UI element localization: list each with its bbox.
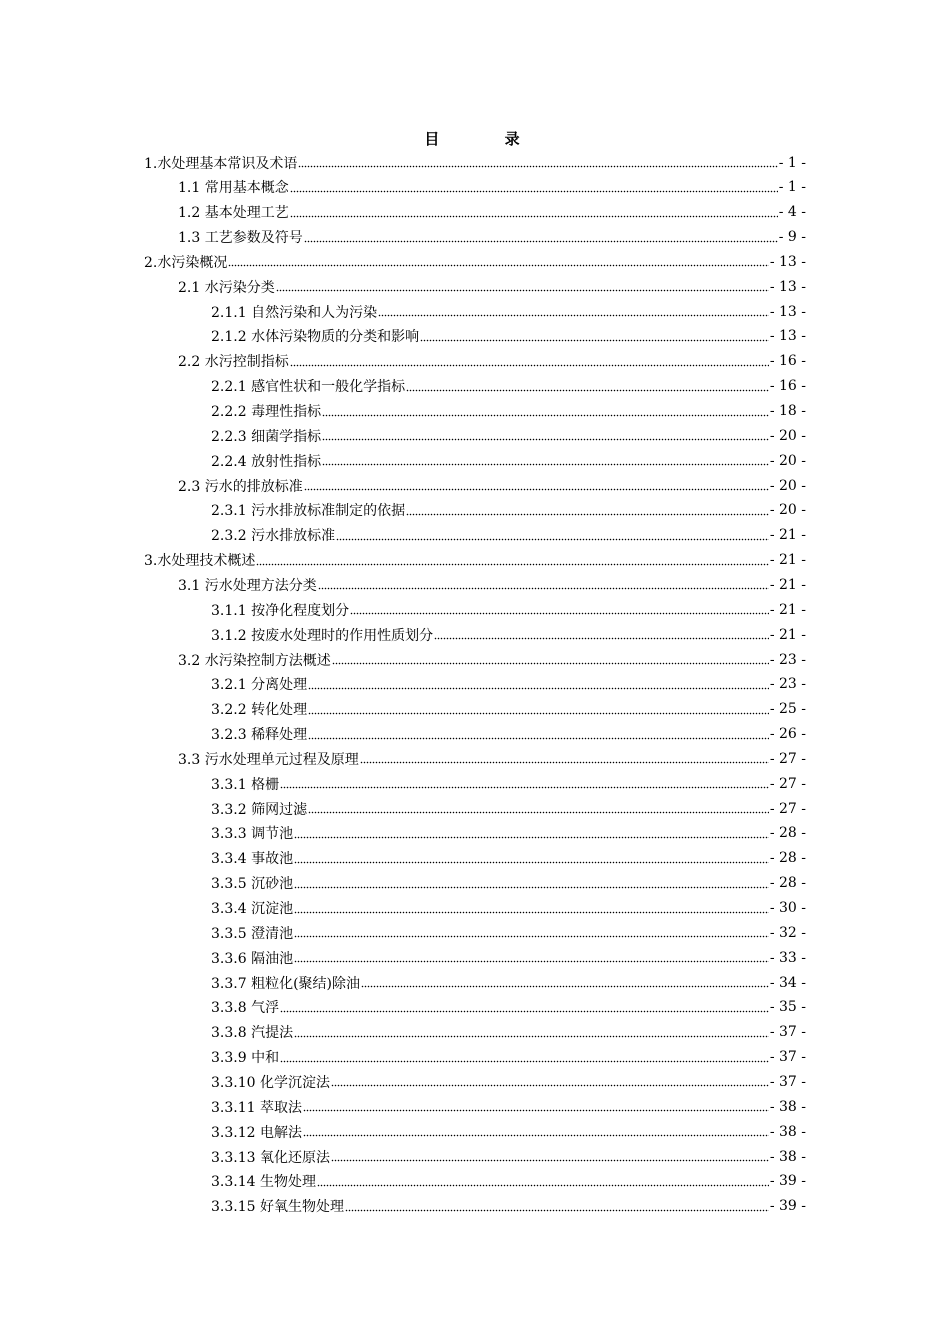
toc-entry-page-number: - 35 - xyxy=(769,999,806,1016)
dot-leader xyxy=(308,730,769,740)
toc-entry-page-number: - 39 - xyxy=(769,1173,806,1190)
toc-entry-label: 3.3.13 氧化还原法 xyxy=(211,1149,330,1166)
dot-leader xyxy=(280,1003,769,1013)
dot-leader xyxy=(304,233,778,243)
toc-entry-label: 2.1.1 自然污染和人为污染 xyxy=(211,304,378,321)
dot-leader xyxy=(420,332,769,342)
toc-entry[interactable] xyxy=(178,572,806,597)
toc-entry-page-number: - 20 - xyxy=(769,502,806,519)
toc-entry[interactable] xyxy=(178,274,806,299)
toc-entry-page-number: - 21 - xyxy=(769,576,806,593)
toc-entry-page-number: - 32 - xyxy=(769,924,806,941)
toc-entry-label: 1.3 工艺参数及符号 xyxy=(178,230,303,247)
dot-leader xyxy=(350,605,769,615)
dot-leader xyxy=(322,431,769,441)
toc-entry-label: 3.3.6 隔油池 xyxy=(211,950,294,967)
dot-leader xyxy=(322,407,769,417)
toc-entry-page-number: - 21 - xyxy=(769,601,806,618)
toc-entry[interactable] xyxy=(211,697,806,722)
toc-entry[interactable] xyxy=(211,771,806,796)
toc-entry-label: 3.2 水污染控制方法概述 xyxy=(178,652,331,669)
dot-leader xyxy=(361,978,769,988)
toc-entry[interactable] xyxy=(178,175,806,200)
toc-entry-page-number: - 23 - xyxy=(769,676,806,693)
toc-entry[interactable] xyxy=(211,399,806,424)
toc-entry-page-number: - 13 - xyxy=(769,328,806,345)
dot-leader xyxy=(290,183,778,193)
toc-entry-page-number: - 37 - xyxy=(769,1073,806,1090)
toc-entry-page-number: - 33 - xyxy=(769,949,806,966)
toc-entry[interactable] xyxy=(211,622,806,647)
dot-leader xyxy=(331,1152,769,1162)
toc-entry-page-number: - 9 - xyxy=(778,229,806,246)
toc-entry-label: 2.3 污水的排放标准 xyxy=(178,478,303,495)
toc-entry-page-number: - 16 - xyxy=(769,353,806,370)
toc-entry-label: 3.1 污水处理方法分类 xyxy=(178,577,317,594)
toc-entry[interactable] xyxy=(178,746,806,771)
dot-leader xyxy=(336,531,769,541)
toc-entry-label: 3.1.1 按净化程度划分 xyxy=(211,602,350,619)
toc-entry-page-number: - 1 - xyxy=(778,179,806,196)
toc-entry-label: 3.3.4 沉淀池 xyxy=(211,901,294,917)
toc-entry[interactable] xyxy=(211,1194,806,1219)
toc-entry-page-number: - 37 - xyxy=(769,1024,806,1041)
toc-entry-label: 3.3.10 化学沉淀法 xyxy=(211,1074,330,1091)
toc-entry-page-number: - 38 - xyxy=(769,1098,806,1115)
dot-leader xyxy=(294,928,769,938)
toc-entry-label: 2.1.2 水体污染物质的分类和影响 xyxy=(211,329,420,346)
toc-entry-label: 3.3.8 汽提法 xyxy=(211,1025,294,1042)
toc-entry-label: 3.3.7 粗粒化(聚结)除油 xyxy=(211,975,360,992)
toc-entry-page-number: - 21 - xyxy=(769,552,806,569)
toc-entry-page-number: - 27 - xyxy=(769,750,806,767)
dot-leader xyxy=(280,1053,769,1063)
dot-leader xyxy=(294,953,769,963)
dot-leader xyxy=(378,307,769,317)
toc-entry-label: 3.水处理技术概述 xyxy=(144,553,256,570)
toc-entry[interactable] xyxy=(211,498,806,523)
toc-entry[interactable] xyxy=(211,374,806,399)
toc-entry-label: 3.3 污水处理单元过程及原理 xyxy=(178,751,359,768)
dot-leader xyxy=(304,481,769,491)
toc-entry-label: 2.2.4 放射性指标 xyxy=(211,453,322,470)
toc-entry-label: 3.3.2 筛网过滤 xyxy=(211,801,308,818)
toc-entry-label: 3.3.14 生物处理 xyxy=(211,1174,316,1191)
dot-leader xyxy=(303,1102,769,1112)
dot-leader xyxy=(317,1177,769,1187)
toc-entry-label: 3.2.1 分离处理 xyxy=(211,677,308,694)
toc-entry-page-number: - 25 - xyxy=(769,701,806,718)
toc-entry-page-number: - 28 - xyxy=(769,850,806,867)
toc-entry-page-number: - 28 - xyxy=(769,875,806,892)
toc-entry-label: 2.3.1 污水排放标准制定的依据 xyxy=(211,503,406,520)
toc-entry[interactable] xyxy=(211,871,806,896)
dot-leader xyxy=(308,705,769,715)
toc-entry[interactable] xyxy=(211,945,806,970)
dot-leader xyxy=(280,779,769,789)
toc-entry[interactable] xyxy=(211,1119,806,1144)
toc-entry-page-number: - 34 - xyxy=(769,974,806,991)
toc-entry-label: 2.2.1 感官性状和一般化学指标 xyxy=(211,379,406,396)
toc-entry-label: 2.2.3 细菌学指标 xyxy=(211,428,322,445)
toc-entry[interactable] xyxy=(211,324,806,349)
toc-entry[interactable] xyxy=(178,200,806,225)
dot-leader xyxy=(406,506,769,516)
toc-entry-label: 1.水处理基本常识及术语 xyxy=(144,155,298,172)
toc-entry[interactable] xyxy=(211,970,806,995)
toc-entry-label: 3.3.1 格栅 xyxy=(211,776,280,793)
toc-entry-page-number: - 38 - xyxy=(769,1123,806,1140)
toc-entry-page-number: - 39 - xyxy=(769,1198,806,1215)
toc-entry[interactable] xyxy=(211,1094,806,1119)
toc-entry[interactable] xyxy=(211,722,806,747)
toc-entry-label: 3.3.15 好氧生物处理 xyxy=(211,1199,344,1216)
toc-entry[interactable] xyxy=(211,1169,806,1194)
toc-entry-label: 3.2.3 稀释处理 xyxy=(211,727,308,744)
toc-entry[interactable] xyxy=(178,647,806,672)
toc-entry[interactable] xyxy=(211,299,806,324)
toc-entry-page-number: - 27 - xyxy=(769,775,806,792)
toc-entry-label: 2.2.2 毒理性指标 xyxy=(211,404,322,420)
toc-entry[interactable] xyxy=(211,1045,806,1070)
toc-entry-label: 3.1.2 按废水处理时的作用性质划分 xyxy=(211,627,434,644)
dot-leader xyxy=(256,556,768,566)
toc-entry-label: 3.3.9 中和 xyxy=(211,1050,280,1067)
toc-entry[interactable] xyxy=(211,846,806,871)
toc-entry-label: 3.3.5 澄清池 xyxy=(211,925,294,942)
toc-entry[interactable] xyxy=(211,896,806,921)
toc-entry[interactable] xyxy=(211,995,806,1020)
toc-entry-page-number: - 16 - xyxy=(769,378,806,395)
toc-entry-page-number: - 28 - xyxy=(769,825,806,842)
dot-leader xyxy=(276,282,769,292)
toc-entry[interactable] xyxy=(211,796,806,821)
toc-entry[interactable] xyxy=(211,821,806,846)
toc-entry-label: 3.3.3 调节池 xyxy=(211,826,294,843)
toc-entry[interactable] xyxy=(211,1020,806,1045)
toc-entry-label: 3.3.8 气浮 xyxy=(211,1000,280,1017)
toc-entry[interactable] xyxy=(211,672,806,697)
toc-title: 目 录 xyxy=(424,130,550,148)
toc-entry-page-number: - 20 - xyxy=(769,452,806,469)
toc-entry[interactable] xyxy=(144,150,806,175)
toc-entry-page-number: - 1 - xyxy=(778,154,806,171)
toc-entry[interactable] xyxy=(211,597,806,622)
toc-entry-label: 3.2.2 转化处理 xyxy=(211,702,308,719)
toc-entry[interactable] xyxy=(211,423,806,448)
toc-entry-page-number: - 13 - xyxy=(769,303,806,320)
toc-entry-label: 2.水污染概况 xyxy=(144,254,228,271)
dot-leader xyxy=(228,257,768,267)
toc-entry[interactable] xyxy=(211,1144,806,1169)
toc-entry[interactable] xyxy=(211,448,806,473)
toc-entry-page-number: - 38 - xyxy=(769,1148,806,1165)
toc-entry-page-number: - 26 - xyxy=(769,726,806,743)
dot-leader xyxy=(294,904,769,914)
dot-leader xyxy=(308,804,769,814)
dot-leader xyxy=(345,1202,769,1212)
dot-leader xyxy=(294,854,769,864)
dot-leader xyxy=(290,208,778,218)
toc-entry-label: 3.3.12 电解法 xyxy=(211,1124,302,1141)
toc-entry-page-number: - 4 - xyxy=(778,204,806,221)
toc-entry[interactable] xyxy=(211,1069,806,1094)
dot-leader xyxy=(434,630,769,640)
dot-leader xyxy=(318,580,769,590)
toc-entry-page-number: - 13 - xyxy=(769,278,806,295)
toc-entry-label: 2.3.2 污水排放标准 xyxy=(211,528,336,545)
toc-entry-label: 1.2 基本处理工艺 xyxy=(178,205,289,222)
dot-leader xyxy=(298,158,777,168)
toc-entry-label: 2.1 水污染分类 xyxy=(178,279,275,296)
toc-entry-page-number: - 21 - xyxy=(769,527,806,544)
dot-leader xyxy=(294,829,769,839)
toc-entry-page-number: - 20 - xyxy=(769,427,806,444)
toc-entry-page-number: - 21 - xyxy=(769,626,806,643)
toc-entry-page-number: - 30 - xyxy=(769,900,806,916)
dot-leader xyxy=(360,754,769,764)
toc-entry-label: 1.1 常用基本概念 xyxy=(178,180,289,197)
dot-leader xyxy=(332,655,769,665)
toc-entry-page-number: - 23 - xyxy=(769,651,806,668)
dot-leader xyxy=(308,680,769,690)
dot-leader xyxy=(406,382,769,392)
toc-entry[interactable] xyxy=(178,473,806,498)
toc-entry[interactable] xyxy=(144,548,806,573)
dot-leader xyxy=(294,1028,769,1038)
dot-leader xyxy=(294,879,769,889)
toc-entry[interactable] xyxy=(211,920,806,945)
toc-entry[interactable] xyxy=(211,523,806,548)
dot-leader xyxy=(290,357,769,367)
dot-leader xyxy=(331,1077,769,1087)
toc-entry-page-number: - 37 - xyxy=(769,1049,806,1066)
toc-entry-page-number: - 13 - xyxy=(769,253,806,270)
toc-entry-page-number: - 27 - xyxy=(769,800,806,817)
dot-leader xyxy=(303,1127,769,1137)
toc-entry-label: 2.2 水污控制指标 xyxy=(178,354,289,371)
toc-entry-page-number: - 18 - xyxy=(769,403,806,419)
toc-entry-label: 3.3.11 萃取法 xyxy=(211,1099,302,1116)
toc-entry-label: 3.3.5 沉砂池 xyxy=(211,876,294,893)
toc-entry-label: 3.3.4 事故池 xyxy=(211,851,294,868)
toc-entry-page-number: - 20 - xyxy=(769,477,806,494)
toc-entry[interactable] xyxy=(178,225,806,250)
dot-leader xyxy=(322,456,769,466)
toc-entry[interactable] xyxy=(178,349,806,374)
toc-entry[interactable] xyxy=(144,249,806,274)
